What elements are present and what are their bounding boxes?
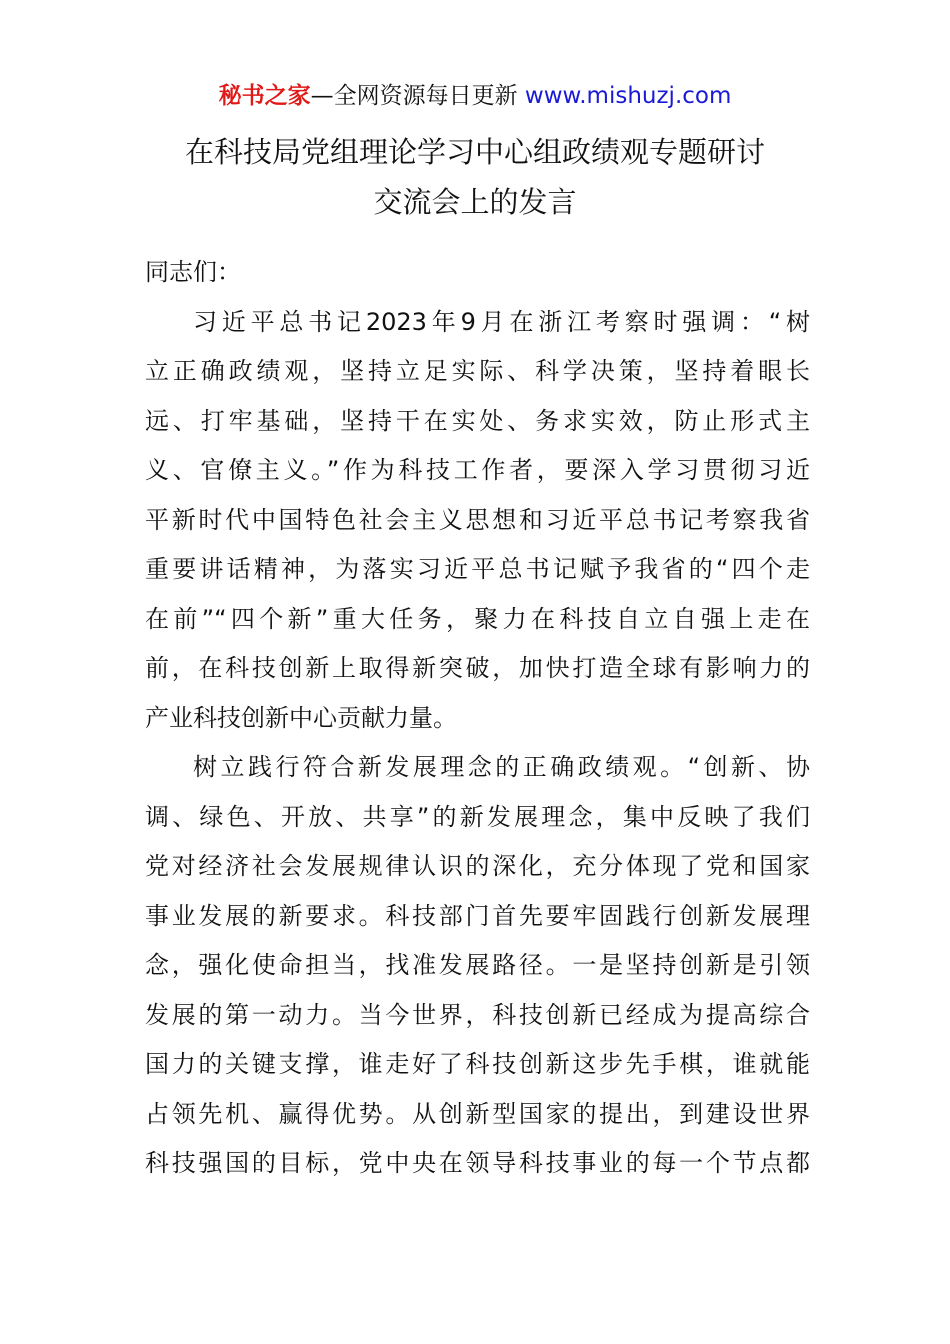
document-body — [145, 248, 810, 1189]
document-title — [0, 127, 950, 227]
paragraph-line: 远、打牢基础，坚持干在实处、务求实效，防止形式主 — [145, 406, 810, 435]
paragraph-line: 立正确政绩观，坚持立足实际、科学决策，坚持着眼长 — [145, 357, 810, 385]
paragraph-line: 国力的关键支撑，谁走好了科技创新这步先手棋，谁就能 — [145, 1050, 810, 1078]
paragraph-2 — [145, 743, 810, 1189]
title-line-1: 在科技局党组理论学习中心组政绩观专题研讨 — [184, 135, 765, 169]
paragraph-line: 树立践行符合新发展理念的正确政绩观。“创新、协 — [193, 753, 810, 781]
paragraph-line: 科技强国的目标，党中央在领导科技事业的每一个节点都 — [145, 1149, 810, 1177]
title-line-2: 交流会上的发言 — [373, 185, 577, 219]
paragraph-line: 占领先机、赢得优势。从创新型国家的提出，到建设世界 — [145, 1099, 810, 1128]
paragraph-line: 念，强化使命担当，找准发展路径。一是坚持创新是引领 — [145, 951, 810, 979]
salutation: 同志们： — [145, 258, 241, 286]
paragraph-line: 重要讲话精神，为落实习近平总书记赋予我省的“四个走 — [145, 555, 810, 583]
site-header — [0, 80, 950, 112]
paragraph-line: 发展的第一动力。当今世界，科技创新已经成为提高综合 — [145, 1000, 810, 1029]
paragraph-line: 平新时代中国特色社会主义思想和习近平总书记考察我省 — [145, 505, 810, 534]
paragraph-1 — [145, 298, 810, 744]
paragraph-line: 在前”“四个新”重大任务，聚力在科技自立自强上走在 — [145, 604, 810, 633]
paragraph-line: 事业发展的新要求。科技部门首先要牢固践行创新发展理 — [145, 901, 810, 930]
paragraph-line: 义、官僚主义。”作为科技工作者，要深入学习贯彻习近 — [145, 456, 810, 484]
header-tagline: —全网资源每日更新 — [310, 83, 518, 109]
paragraph-line: 习近平总书记2023年9月在浙江考察时强调：“树 — [193, 307, 810, 336]
paragraph-line: 调、绿色、开放、共享”的新发展理念，集中反映了我们 — [145, 802, 810, 831]
paragraph-line: 产业科技创新中心贡献力量。 — [145, 703, 457, 732]
paragraph-line: 前，在科技创新上取得新突破，加快打造全球有影响力的 — [145, 654, 810, 682]
brand-name: 秘书之家 — [218, 83, 311, 109]
site-url: www.mishuzj.com — [524, 83, 732, 109]
paragraph-line: 党对经济社会发展规律认识的深化，充分体现了党和国家 — [145, 852, 810, 880]
